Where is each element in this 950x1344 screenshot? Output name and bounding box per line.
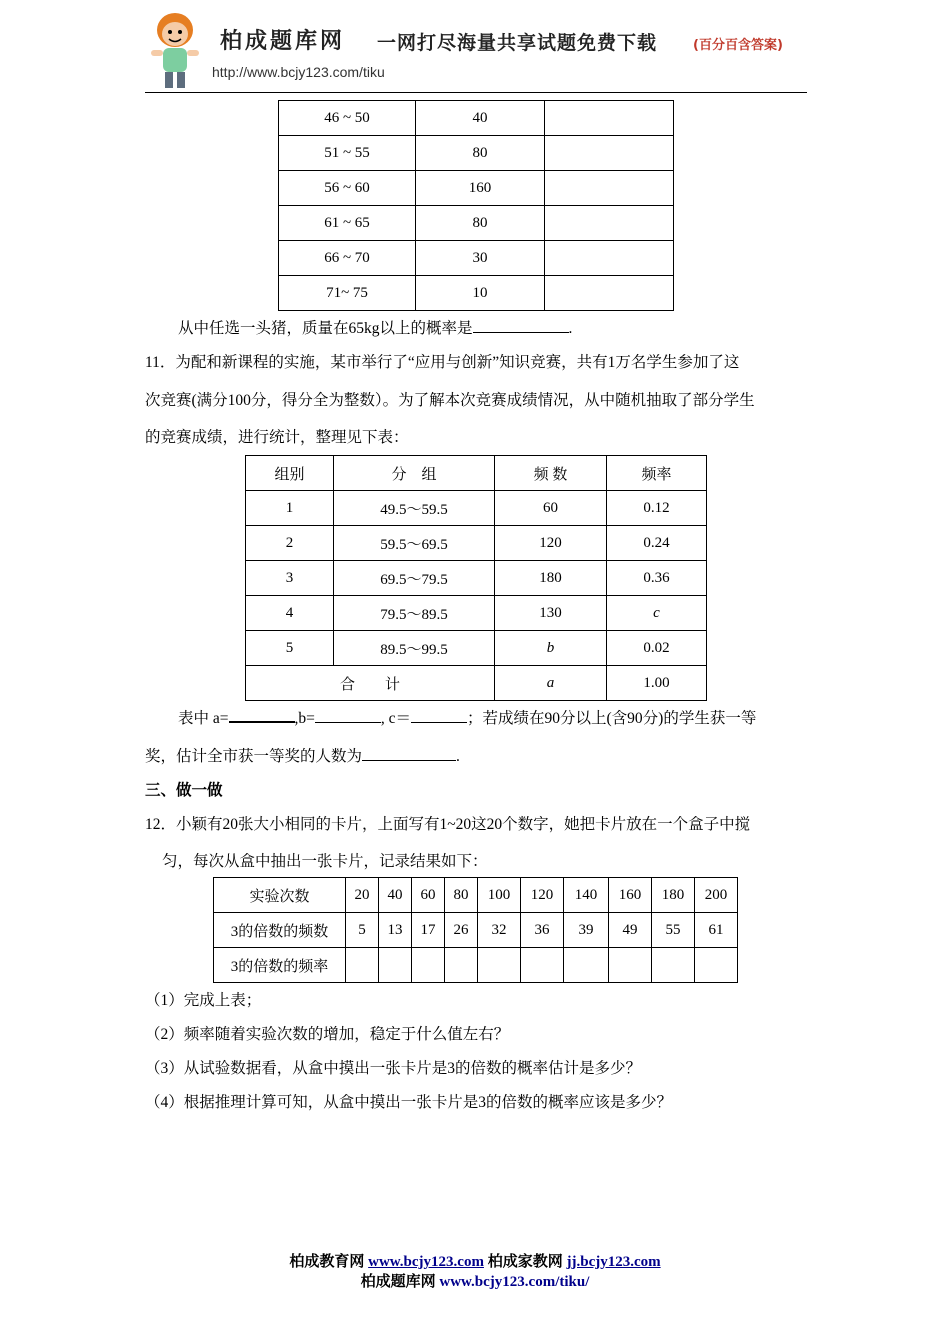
table-cell: 55 (652, 913, 695, 948)
table-row (246, 561, 707, 596)
table-cell (545, 206, 674, 241)
score-frequency-table (245, 455, 707, 701)
table-cell: 4 (246, 596, 334, 631)
q11-text-a: 表中 a= (178, 710, 229, 727)
table-cell: 60 (412, 878, 445, 913)
table-cell: 79.5～89.5 (334, 596, 495, 631)
table-cell: 49 (609, 913, 652, 948)
table-cell (545, 136, 674, 171)
table-row (279, 171, 674, 206)
empty-cell (564, 948, 609, 983)
table-cell: 40 (416, 101, 545, 136)
row-header: 3的倍数的频率 (214, 948, 346, 983)
total-frequency: a (495, 666, 607, 701)
column-header: 分 组 (334, 456, 495, 491)
q10-question-tail (178, 316, 572, 338)
table-row (246, 631, 707, 666)
total-rate: 1.00 (607, 666, 707, 701)
empty-cell (478, 948, 521, 983)
q11-line-1: 11．为配和新课程的实施，某市举行了“应用与创新”知识竞赛，共有1万名学生参加了这 (145, 354, 740, 371)
table-cell: 66 ~ 70 (279, 241, 416, 276)
site-slogan: 一网打尽海量共享试题免费下载 (377, 32, 658, 54)
column-header: 频率 (607, 456, 707, 491)
table-cell: 60 (495, 491, 607, 526)
table-cell: 80 (445, 878, 478, 913)
answer-blank-a (229, 707, 295, 723)
table-cell: c (607, 596, 707, 631)
table-cell: 61 ~ 65 (279, 206, 416, 241)
table-cell: 140 (564, 878, 609, 913)
table-cell: 160 (609, 878, 652, 913)
q12-line-2: 匀，每次从盒中抽出一张卡片，记录结果如下： (162, 853, 488, 870)
empty-cell (379, 948, 412, 983)
answer-blank-c (411, 708, 467, 723)
table-cell: 13 (379, 913, 412, 948)
mascot-logo-icon (145, 8, 205, 92)
table-cell: 39 (564, 913, 609, 948)
card-experiment-table (213, 877, 738, 983)
footer-link-edu[interactable]: www.bcjy123.com (368, 1254, 484, 1270)
total-label: 合 计 (246, 666, 495, 701)
q11-text-b: ,b= (294, 710, 315, 727)
table-row (279, 206, 674, 241)
table-cell: 3 (246, 561, 334, 596)
empty-cell (445, 948, 478, 983)
empty-cell (521, 948, 564, 983)
table-cell: 89.5～99.5 (334, 631, 495, 666)
empty-cell (695, 948, 738, 983)
empty-cell (412, 948, 445, 983)
table-row (246, 491, 707, 526)
table-row (214, 948, 738, 983)
footer-label: 柏成家教网 (487, 1254, 563, 1270)
table-cell: 5 (346, 913, 379, 948)
table-cell: 49.5～59.5 (334, 491, 495, 526)
site-title: 柏成题库网 (220, 29, 346, 54)
table-cell: 61 (695, 913, 738, 948)
table-cell: 26 (445, 913, 478, 948)
table-cell: 32 (478, 913, 521, 948)
table-cell: 100 (478, 878, 521, 913)
table-row (246, 596, 707, 631)
q10-text: 从中任选一头猪，质量在65kg以上的概率是 (178, 320, 473, 337)
table-cell: 2 (246, 526, 334, 561)
table-header-row (246, 456, 707, 491)
table-cell: 59.5～69.5 (334, 526, 495, 561)
section-title: 三、做一做 (145, 782, 223, 799)
table-cell: 0.02 (607, 631, 707, 666)
q12-sub-3: （3）从试验数据看，从盒中摸出一张卡片是3的倍数的概率估计是多少？ (145, 1060, 642, 1077)
column-header: 组别 (246, 456, 334, 491)
column-header: 频 数 (495, 456, 607, 491)
table-cell: 160 (416, 171, 545, 206)
table-cell: 80 (416, 206, 545, 241)
table-cell: 46 ~ 50 (279, 101, 416, 136)
row-header: 实验次数 (214, 878, 346, 913)
table-row (279, 276, 674, 311)
q11-line-2: 次竞赛(满分100分，得分全为整数）。为了解本次竞赛成绩情况，从中随机抽取了部分学生 (145, 392, 755, 409)
table-cell: 0.36 (607, 561, 707, 596)
q10-period: . (568, 320, 573, 337)
weight-frequency-table (278, 100, 674, 311)
table-cell: b (495, 631, 607, 666)
footer-label: 柏成教育网 (289, 1254, 365, 1270)
table-cell: 0.24 (607, 526, 707, 561)
table-cell: 120 (495, 526, 607, 561)
q12-sub-2: （2）频率随着实验次数的增加，稳定于什么值左右？ (145, 1026, 510, 1043)
q12-sub-4: （4）根据推理计算可知，从盒中摸出一张卡片是3的倍数的概率应该是多少？ (145, 1094, 673, 1111)
table-row (279, 241, 674, 276)
q11-fill-line-2 (145, 744, 460, 766)
table-cell: 1 (246, 491, 334, 526)
table-cell: 20 (346, 878, 379, 913)
table-cell (545, 101, 674, 136)
footer-label: 柏成题库网 (360, 1274, 436, 1290)
table-cell: 80 (416, 136, 545, 171)
table-cell: 36 (521, 913, 564, 948)
empty-cell (609, 948, 652, 983)
header-divider (145, 92, 807, 93)
table-cell (545, 276, 674, 311)
table-cell: 10 (416, 276, 545, 311)
q11-line-3: 的竞赛成绩，进行统计，整理见下表： (145, 429, 409, 446)
table-row (214, 878, 738, 913)
q11-text-award: 奖，估计全市获一等奖的人数为 (145, 748, 363, 765)
table-cell: 17 (412, 913, 445, 948)
q12-line-1: 12．小颖有20张大小相同的卡片，上面写有1~20这20个数字，她把卡片放在一个盒子中搅 (145, 816, 751, 833)
table-cell: 200 (695, 878, 738, 913)
table-cell: 120 (521, 878, 564, 913)
table-cell: 40 (379, 878, 412, 913)
table-cell: 30 (416, 241, 545, 276)
footer-line-2 (0, 1270, 950, 1291)
footer-line-1 (0, 1250, 950, 1271)
table-cell (545, 241, 674, 276)
table-cell: 130 (495, 596, 607, 631)
row-header: 3的倍数的频数 (214, 913, 346, 948)
site-url: http://www.bcjy123.com/tiku (212, 64, 385, 80)
table-row (279, 101, 674, 136)
table-cell: 71~ 75 (279, 276, 416, 311)
site-tag: (百分百含答案) (693, 38, 783, 53)
footer-link-tutor[interactable]: jj.bcjy123.com (566, 1254, 661, 1270)
q12-sub-1: （1）完成上表； (145, 992, 262, 1009)
table-row (214, 913, 738, 948)
table-cell: 180 (652, 878, 695, 913)
answer-blank (473, 318, 569, 333)
q11-fill-line-1 (178, 706, 756, 728)
q11-period: . (456, 748, 460, 765)
empty-cell (652, 948, 695, 983)
table-cell: 0.12 (607, 491, 707, 526)
empty-cell (346, 948, 379, 983)
table-cell: 51 ~ 55 (279, 136, 416, 171)
table-row (246, 526, 707, 561)
page-header (145, 8, 807, 96)
q11-text-c: , c＝ (380, 710, 412, 727)
table-total-row (246, 666, 707, 701)
answer-blank-award (362, 746, 456, 761)
answer-blank-b (315, 708, 381, 723)
table-row (279, 136, 674, 171)
table-cell (545, 171, 674, 206)
footer-link-tiku[interactable]: www.bcjy123.com/tiku/ (439, 1274, 590, 1290)
table-cell: 5 (246, 631, 334, 666)
table-cell: 56 ~ 60 (279, 171, 416, 206)
table-cell: 69.5～79.5 (334, 561, 495, 596)
table-cell: 180 (495, 561, 607, 596)
q11-text-rest: ；若成绩在90分以上(含90分)的学生获一等 (467, 710, 757, 727)
